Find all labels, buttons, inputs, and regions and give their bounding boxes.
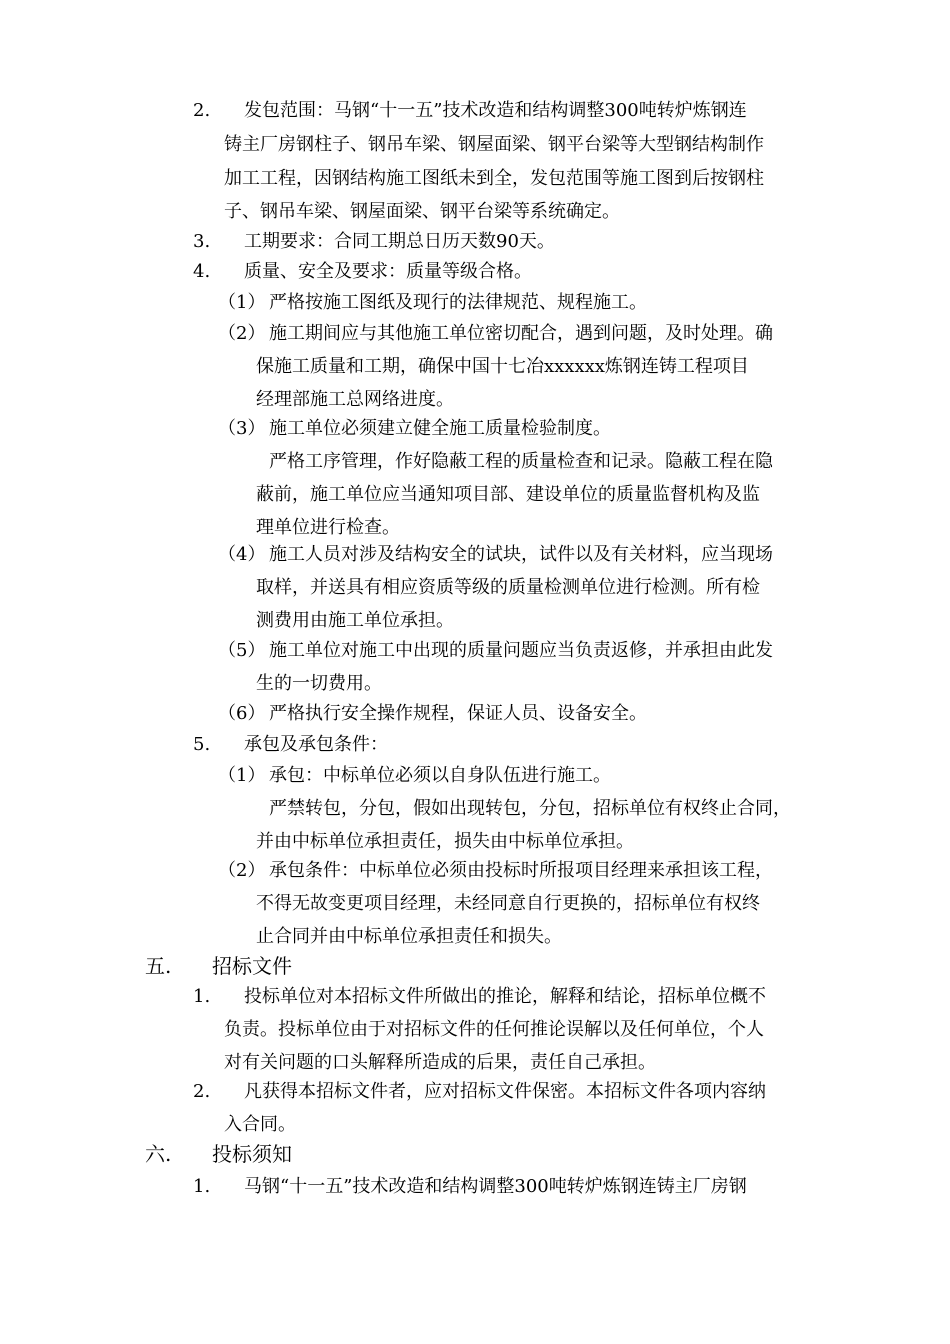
item-text-line: 严格按施工图纸及现行的法律规范、规程施工。 <box>269 292 647 313</box>
item-text-line: 入合同。 <box>224 1114 296 1135</box>
item-text-line: 负责。投标单位由于对招标文件的任何推论误解以及任何单位，个人 <box>224 1019 764 1040</box>
item-text-line: 经理部施工总网络进度。 <box>256 389 454 410</box>
section-number: 六. <box>145 1142 172 1166</box>
item-text-line: 不得无故变更项目经理，未经同意自行更换的，招标单位有权终 <box>256 893 760 914</box>
item-text-line: 铸主厂房钢柱子、钢吊车梁、钢屋面梁、钢平台梁等大型钢结构制作 <box>224 134 764 155</box>
item-text-line: 承包及承包条件： <box>244 734 388 755</box>
item-number: （3） <box>218 418 266 439</box>
item-text-line: 施工期间应与其他施工单位密切配合，遇到问题，及时处理。确 <box>269 323 773 344</box>
section-title: 招标文件 <box>212 954 292 978</box>
item-number: （1） <box>218 765 266 786</box>
item-text-line: 承包：中标单位必须以自身队伍进行施工。 <box>269 765 611 786</box>
section-title: 投标须知 <box>212 1142 292 1166</box>
item-number: （2） <box>218 323 266 344</box>
item-text-line: 加工工程，因钢结构施工图纸未到全，发包范围等施工图到后按钢柱 <box>224 168 764 189</box>
item-text-line: 投标单位对本招标文件所做出的推论，解释和结论，招标单位概不 <box>244 986 766 1007</box>
item-text-line: 蔽前，施工单位应当通知项目部、建设单位的质量监督机构及监 <box>256 484 760 505</box>
item-number: （2） <box>218 860 266 881</box>
item-text-line: 承包条件：中标单位必须由投标时所报项目经理来承担该工程， <box>269 860 773 881</box>
item-text-line: 严格工序管理，作好隐蔽工程的质量检查和记录。隐蔽工程在隐 <box>269 451 773 472</box>
item-text-line: 并由中标单位承担责任，损失由中标单位承担。 <box>256 831 634 852</box>
item-text-line: 施工人员对涉及结构安全的试块，试件以及有关材料，应当现场 <box>269 544 773 565</box>
item-text-line: 生的一切费用。 <box>256 673 382 694</box>
item-number: （6） <box>218 703 266 724</box>
item-text-line: 严格执行安全操作规程，保证人员、设备安全。 <box>269 703 647 724</box>
item-number: 1. <box>193 986 211 1007</box>
item-text-line: 严禁转包，分包，假如出现转包，分包，招标单位有权终止合同， <box>269 798 791 819</box>
item-number: 5. <box>193 734 211 755</box>
item-text-line: 施工单位必须建立健全施工质量检验制度。 <box>269 418 611 439</box>
item-text-line: 施工单位对施工中出现的质量问题应当负责返修，并承担由此发 <box>269 640 773 661</box>
item-number: 1. <box>193 1176 211 1197</box>
item-number: 2. <box>193 1081 211 1102</box>
item-text-line: 取样，并送具有相应资质等级的质量检测单位进行检测。所有检 <box>256 577 760 598</box>
item-number: （1） <box>218 292 266 313</box>
item-text-line: 工期要求：合同工期总日历天数90天。 <box>244 231 555 252</box>
item-text-line: 止合同并由中标单位承担责任和损失。 <box>256 926 562 947</box>
item-text-line: 理单位进行检查。 <box>256 517 400 538</box>
item-number: （4） <box>218 544 266 565</box>
item-number: （5） <box>218 640 266 661</box>
section-number: 五. <box>145 954 172 978</box>
item-text-line: 子、钢吊车梁、钢屋面梁、钢平台梁等系统确定。 <box>224 201 620 222</box>
item-text-line: 测费用由施工单位承担。 <box>256 610 454 631</box>
item-number: 4. <box>193 261 211 282</box>
item-text-line: 马钢“十一五”技术改造和结构调整300吨转炉炼钢连铸主厂房钢 <box>244 1176 747 1197</box>
item-number: 3. <box>193 231 211 252</box>
item-number: 2. <box>193 100 211 121</box>
item-text-line: 质量、安全及要求：质量等级合格。 <box>244 261 532 282</box>
item-text-line: 发包范围：马钢“十一五”技术改造和结构调整300吨转炉炼钢连 <box>244 100 747 121</box>
item-text-line: 凡获得本招标文件者，应对招标文件保密。本招标文件各项内容纳 <box>244 1081 766 1102</box>
item-text-line: 对有关问题的口头解释所造成的后果，责任自己承担。 <box>224 1052 656 1073</box>
item-text-line: 保施工质量和工期，确保中国十七冶xxxxxx炼钢连铸工程项目 <box>256 356 749 377</box>
